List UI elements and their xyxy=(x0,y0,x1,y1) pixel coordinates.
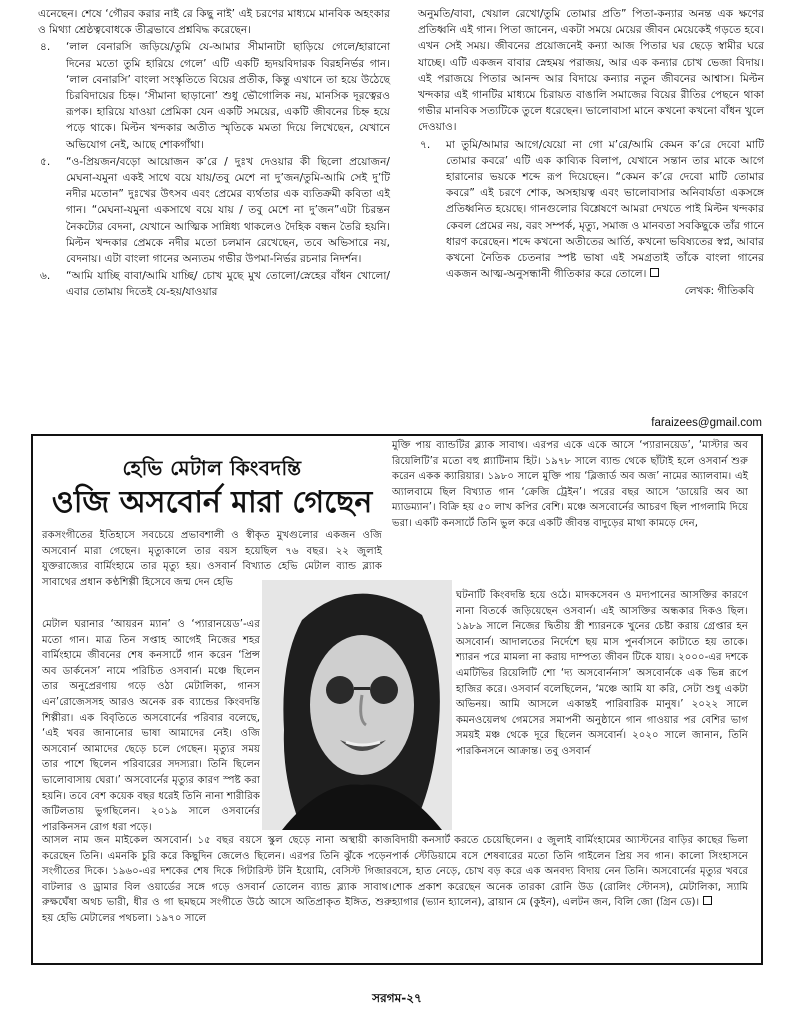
list-item-7 xyxy=(418,137,764,283)
item-number: ৬. xyxy=(40,270,51,283)
article-right-narrow-text: ঘটনাটি কিংবদন্তি হয়ে ওঠে। মাদকসেবন ও মদ্যপানের আসক্তির কারণে নানা বিতর্কে জড়িয়েছেন ওসবার্ন। এই আসক্তির অন্ধকার দিকও ছিল। ১৯৮৯ সালে নিজের দ্বিতীয় স্ত্রী শ্যারনকে খুনের চেষ্টা করায় গ্রেপ্তার হন অসবোর্ন। আদালতের নির্দেশে ছয় মাস পুনর্বাসনে কাটাতে হয় তাকে। শ্যারন পরে মামলা না করায় দাম্পত্য জীবন টিকে যায়। ২০০০-এর দশকে এমটিভির রিয়েলিটি শো ‘দ্য অসবোর্ননাস’ অসবোর্নকে এক ভিন্ন রূপে হাজির করে। ওসবার্ন বলেছিলেন, ‘মঞ্চে আমি যা করি, সেটা শুধু একটা অভিনয়। আমি আসলে একান্তই পারিবারিক মানুষ।’ ২০২২ সালে কমনওয়েলথ গেমসের সমাপনী অনুষ্ঠানে গান গাওয়ার পর বেশির ভাগ সময়ই মঞ্চ থেকে দূরে ছিলেন অসবোর্ন। ২০২০ সালে জানান, তিনি পারকিনসনে আক্রান্ত। তবু ওসবার্ন xyxy=(456,590,748,757)
continuation-paragraph: অনুমতি/বাবা, খেয়াল রেখো/তুমি তোমার প্রতি” পিতা-কন্যার অনন্ত এক ক্ষণের প্রতিধ্বনি এই গান। পিতা জানেন, একটা সময়ে মেয়ের জীবন মেয়েকেই গড়তে হবে। এখন সেই সময়। জীবনের প্রয়োজনেই কন্যা আজ পিতার ঘর ছেড়ে স্বামীর ঘরে যাচ্ছে। এটি একজন বাবার স্নেহময় পরাজয়, আর এক কন্যার চোখ ভেজা বিদায়। এই পরাজয়ে পিতার আনন্দ আর বিদায়ে কন্যার নতুন জীবনের আশ্বাস। মিল্টন খন্দকার এই গানটির মাধ্যমে চিরায়ত বাঙালি সমাজের বিয়ের রীতির পেছনে থাকা গভীর মানবিক সত্যটিকে তুলে ধরেছেন। ভালোবাসা মানে কখনো কখনো বাঁধন খুলে দেওয়াও। xyxy=(418,8,764,134)
top-left-column xyxy=(38,6,390,302)
page-footer: সরগম-২৭ xyxy=(372,991,422,1005)
item-text: ‘লাল বেনারসি জড়িয়ে/তুমি যে-আমার সীমানাটা ছাড়িয়ে গেলে/হারানো দিনের মতো তুমি হারিয়ে গেলে’ এটি একটি হৃদয়বিদারক বিরহনির্ভর গান। ‘লাল বেনারসি’ বাংলা সংস্কৃতিতে বিয়ের প্রতীক, কিন্তু এখানে তা হয়ে উঠেছে চিরবিদায়ের চিহ্ন। ‘সীমানা ছাড়ানো’ শুধু ভৌগোলিক নয়, মানসিক দূরত্বেরও রূপক। হারিয়ে যাওয়া প্রেমিকা যেন একটি সময়ের, একটি জীবনের চিহ্ন হয়ে পড়ে থাকে। মিল্টন খন্দকার অতীত স্মৃতিকে মমতা দিয়ে লিখেছেন, যেখানে অভিযোগ নেই, আছে শোকগাঁথা। xyxy=(66,41,390,151)
list-item-5 xyxy=(38,154,390,267)
article-title-block xyxy=(42,455,382,523)
article-right-top-text: মুক্তি পায় ব্যান্ডটির ব্ল্যাক সাবাথ। এরপর একে একে আসে ‘প্যারানয়েড’, ‘মাস্টার অব রিয়েলিটি’র মতো বহু প্ল্যাটিনাম হিট। ১৯৭৮ সালে ব্যান্ড থেকে ছাঁটাই হলে ওসবার্ন শুরু করেন একক ক্যারিয়ার। ১৯৮০ সালে মুক্তি পায় ‘ব্লিজার্ড অব অজ’ নামের অ্যালবাম। এই অ্যালবামে ছিল বিখ্যাত গান ‘ক্রেজি ট্রেইন’। পরের বছর আসে ‘ডায়েরি অব আ ম্যাডম্যান’। বিক্রি হয় ৫০ লাখ কপির বেশি। মঞ্চে অসবোর্নের আচরণ ছিল পাগলামি দিয়ে ভরা। একটি কনসার্টে তিনি ভুল করে একটি জীবন্ত বাদুড়ের মাথা কামড়ে দেন, xyxy=(392,440,748,529)
top-right-column xyxy=(418,6,764,300)
article-right-bottom-text xyxy=(392,833,748,911)
portrait-illustration xyxy=(262,580,452,830)
portrait-photo xyxy=(262,580,452,830)
article-left-bottom-text: আসল নাম জন মাইকেল অসবোর্ন। ১৫ বছর বয়সে স্কুল ছেড়ে নানা অস্থায়ী কাজ করেছেন তিনি। এমনকি চুরি করে কিছুদিন জেলেও ছিলেন। এরপর তিনি ঝুঁকে পড়েন সংগীতের দিকে। ১৯৬০-এর দশকের শেষ দিকে গিটারিস্ট টনি ইয়োমি, বেসিস্ট গিজার বাটলার ও ড্রামার বিল ওয়ার্ডের সঙ্গে গড়ে ওসবার্ন তোলেন ব্যান্ড ব্ল্যাক সাবাথ। রুক্ষঘেঁষা অথচ ভারী, ধীর ও গা ছমছমে সংগীতে উঠে আসে অতিপ্রাকৃত ইঙ্গিত, শুরু হয় হেভি মেটালের পথচলা। ১৯৭০ সালে xyxy=(42,835,392,924)
author-signature: লেখক: গীতিকবি xyxy=(684,285,754,298)
list-item-6 xyxy=(38,268,390,300)
author-email[interactable]: faraizees@gmail.com xyxy=(651,417,762,429)
intro-paragraph: এনেছেন। শেষে ‘গৌরব করার নাই রে কিছু নাই’ এই চরণের মাধ্যমে মানবিক অহংকার ও মিথ্যা শ্রেষ্ঠত্ববোধকে তীব্রভাবে প্রশ্নবিদ্ধ করেছেন। xyxy=(38,8,390,37)
end-mark-icon xyxy=(650,268,659,277)
item-number: ৭. xyxy=(420,138,431,151)
article-kicker: হেভি মেটাল কিংবদন্তি xyxy=(122,456,302,480)
list-item-4 xyxy=(38,39,390,152)
article-headline: ওজি অসবোর্ন মারা গেছেন xyxy=(51,485,373,520)
item-text: “ও-প্রিয়জন/বড়ো আয়োজন ক’রে / দুঃখ দেওয়ার কী ছিলো প্রয়োজন/ মেঘনা-যমুনা একই সাথে বয়ে যায়/তবু মেশে না দু’জন/তুমি-আমি সেই দু’টি নদীর মতোন” দুঃখের উৎসব এবং প্রেমের ব্যর্থতার এক ব্যতিক্রমী কবিতা এই গান। “মেঘনা-যমুনা একসাথে বয়ে যায় / তবু মেশে না দু’জন”এটা চিরন্তন নৈকট্যের বেদনা, যেখানে আত্মিক সান্নিধ্য থাকলেও দৈহিক বন্ধন তৈরি হয়নি। মিল্টন খন্দকার প্রেমকে নদীর মতো চলমান রেখেছেন, তবে অভিসারে নয়, বেদনায়। এটা বাংলা গানের অন্যতম গভীর উপমা-নির্ভর রচনার নিদর্শন। xyxy=(66,155,390,266)
item-number: ৪. xyxy=(40,41,51,54)
item-text: মা তুমি/আমার আগে/যেয়ো না গো ম’রে/আমি কেমন ক’রে দেবো মাটি তোমার কবরে’ এটি এক কাব্যিক বিলাপ, যেখানে সন্তান তার মাকে আগে হারানোর ভয়কে শব্দে রূপ দিয়েছেন। “কেমন ক’রে দেবো মাটি তোমার কবরে” এই চরণে শোক, অসহায়ত্ব এবং ভালোবাসার অনিবার্যতা একসঙ্গে প্রতিধ্বনিত হয়েছে। গানগুলোর বিশ্লেষণে আমরা দেখতে পাই মিল্টন খন্দকার কেবল প্রেমের নয়, বরং সম্পর্ক, মৃত্যু, সমাজ ও মানবতা সবকিছুকে তাঁর গানে ধারণ করেছেন। শব্দে কখনো অতীতের আর্তি, কখনো ভবিষ্যতের স্বপ্ন, আবার কখনো নৈতিক চেতনার স্পষ্ট ভাষা এই সমগ্রতাই তাঁকে বাংলা গানের একজন আত্ম-অনুসন্ধানী গীতিকার করে তোলে। xyxy=(446,138,764,281)
article-left-top-text: রকসংগীতের ইতিহাসে সবচেয়ে প্রভাবশালী ও স্বীকৃত মুখগুলোর একজন ওজি অসবোর্ন মারা গেছেন। মৃত্যুকালে তার বয়স হয়েছিল ৭৬ বছর। ২২ জুলাই যুক্তরাজ্যের বার্মিংহামে তার মৃত্যু হয়। ওসবার্ন বিখ্যাত হেভি মেটাল ব্যান্ড ব্ল্যাক সাবাথের প্রধান কণ্ঠশিল্পী হিসেবে জন্ম দেন হেভি xyxy=(42,530,382,588)
article-left-narrow-text: মেটাল ঘরানার ‘আয়রন ম্যান’ ও ‘প্যারানয়েড’-এর মতো গান। মাত্র তিন সপ্তাহ আগেই নিজের শহর বার্মিংহামে জীবনের শেষ কনসার্টে গান করেন ‘প্রিন্স অব ডার্কনেস’ নামে পরিচিত ওসবার্ন। মঞ্চে ছিলেন তার অনুপ্রেরণায় গড়ে ওঠা মেটালিকা, গানস এন’রোজেসসহ আরও অনেক রক ব্যান্ডের কিংবদন্তি শিল্পীরা। এক বিবৃতিতে অসবোর্নের পরিবার বলেছে, ‘এই খবর জানানোর ভাষা আমাদের নেই। ওজি অসবোর্ন আমাদের ছেড়ে চলে গেছেন। মৃত্যুর সময় তার পাশে ছিলেন পরিবারের সদস্যরা। তিনি ছিলেন ভালোবাসায় ঘেরা।’ অসবোর্নের মৃত্যুর কারণ স্পষ্ট করা হয়নি। তবে বেশ কয়েক বছর ধরেই তিনি নানা শারীরিক জটিলতায় ভুগছিলেন। ২০১৯ সালে ওসবার্নের পারকিনসন রোগ ধরা পড়ে। xyxy=(42,619,260,833)
item-number: ৫. xyxy=(40,155,51,168)
end-mark-icon xyxy=(703,896,712,905)
article-closing-text: বিদায়ী কনসার্ট করতে চেয়েছিলেন। ৫ জুলাই বার্মিংহামের অ্যাস্টনের বাড়ির কাছের ভিলা পার্ক স্টেডিয়ামে বসে শেষবারের মতো তিনি গাইলেন প্রিয় সব গান। কালো সিংহাসনে বসে, হাত নেড়ে, চোখ বড় করে এক অনবদ্য বিদায় নেন তিনি। অসবোর্নের মৃত্যুর খবরে শোক প্রকাশ করেছেন অনেক তারকা রোনি উড (রোলিং স্টোনস), মেটালিকা, স্যামি হ্যাগার (ভ্যান হ্যালেন), ব্রায়ান মে (কুইন), এলটন জন, বিলি জো (গ্রিন ডে)। xyxy=(392,835,748,909)
item-text: “আমি যাচ্ছি বাবা/আমি যাচ্ছি/ চোখ মুছে মুখ তোলো/স্নেহের বাঁধন খোলো/ এবার তোমায় দিতেই যে-হয়/যাওয়ার xyxy=(66,270,390,299)
